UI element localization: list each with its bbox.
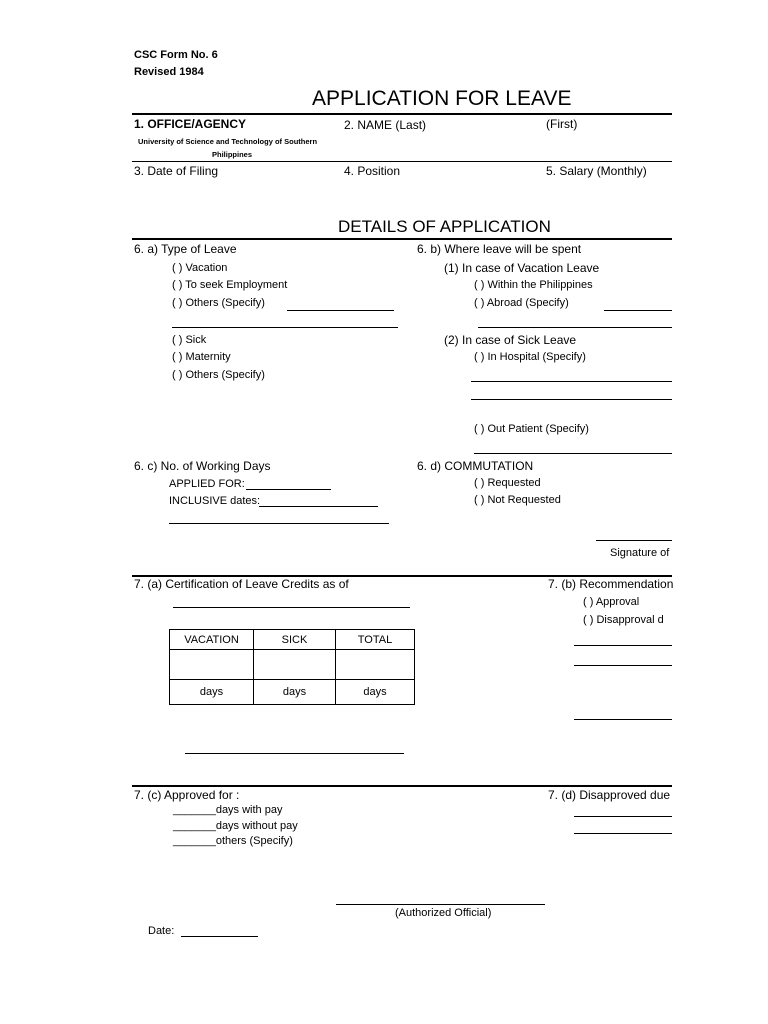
others-specify-line-1b[interactable] [172,327,398,328]
signature-label: Signature of [610,547,670,559]
details-rule [132,238,672,240]
within-philippines-option[interactable]: ( ) Within the Philippines [474,279,593,291]
section7c-rule [132,785,672,787]
leave-credits-table [169,629,415,705]
revised-date: Revised 1984 [134,66,204,78]
hospital-specify-line-2[interactable] [471,399,672,400]
row-divider [132,161,672,162]
sick-value-cell[interactable] [254,650,336,680]
form-title: APPLICATION FOR LEAVE [312,87,572,110]
name-first-label: (First) [546,117,578,131]
vacation-option[interactable]: ( ) Vacation [172,262,228,274]
sick-option[interactable]: ( ) Sick [172,334,207,346]
applied-for-label: APPLIED FOR: [169,478,245,490]
inclusive-dates-line[interactable] [259,506,378,507]
abroad-option[interactable]: ( ) Abroad (Specify) [474,297,569,309]
out-patient-option[interactable]: ( ) Out Patient (Specify) [474,423,589,435]
certification-date-line[interactable] [173,607,410,608]
date-of-filing-label: 3. Date of Filing [134,164,219,178]
disapproved-line-2[interactable] [574,833,672,834]
approved-for-heading: 7. (c) Approved for : [134,788,240,802]
office-agency-label: 1. OFFICE/AGENCY [134,117,247,131]
disapproval-option[interactable]: ( ) Disapproval d [583,614,664,626]
recommendation-line-1[interactable] [574,645,672,646]
out-patient-specify-line[interactable] [474,453,672,454]
name-last-label: 2. NAME (Last) [344,118,427,132]
vacation-unit: days [170,680,254,705]
sick-case-heading: (2) In case of Sick Leave [444,333,577,347]
approval-option[interactable]: ( ) Approval [583,596,640,608]
maternity-option[interactable]: ( ) Maternity [172,351,231,363]
abroad-specify-line-2[interactable] [478,327,672,328]
salary-label: 5. Salary (Monthly) [546,164,647,178]
disapproved-heading: 7. (d) Disapproved due [548,788,671,802]
inclusive-dates-line-2[interactable] [169,523,389,524]
position-label: 4. Position [344,164,401,178]
type-of-leave-heading: 6. a) Type of Leave [134,242,237,256]
total-unit: days [336,680,415,705]
col-vacation: VACATION [170,630,254,650]
total-value-cell[interactable] [336,650,415,680]
applied-for-line[interactable] [246,489,331,490]
inclusive-dates-label: INCLUSIVE dates: [169,495,261,507]
sick-unit: days [254,680,336,705]
date-label: Date: [148,925,175,937]
hospital-specify-line-1[interactable] [471,381,672,382]
signature-line[interactable] [596,540,672,541]
office-value-line2: Philippines [212,150,253,159]
recommendation-signature-line[interactable] [574,719,672,720]
vacation-case-heading: (1) In case of Vacation Leave [444,261,600,275]
recommendation-heading: 7. (b) Recommendation [548,577,674,591]
commutation-heading: 6. d) COMMUTATION [417,459,534,473]
date-line[interactable] [181,936,258,937]
abroad-specify-line[interactable] [604,310,672,311]
office-value-line1: University of Science and Technology of Southern [138,137,318,146]
in-hospital-option[interactable]: ( ) In Hospital (Specify) [474,351,586,363]
days-without-pay[interactable]: _______days without pay [173,820,298,832]
where-spent-heading: 6. b) Where leave will be spent [417,242,582,256]
not-requested-option[interactable]: ( ) Not Requested [474,494,561,506]
requested-option[interactable]: ( ) Requested [474,477,541,489]
authorized-official-label: (Authorized Official) [395,907,492,919]
col-sick: SICK [254,630,336,650]
official-signature-line[interactable] [336,904,545,905]
days-with-pay[interactable]: _______days with pay [173,804,283,816]
col-total: TOTAL [336,630,415,650]
working-days-heading: 6. c) No. of Working Days [134,459,271,473]
others-option-2[interactable]: ( ) Others (Specify) [172,369,265,381]
title-rule [132,113,672,115]
details-title: DETAILS OF APPLICATION [338,217,551,236]
vacation-value-cell[interactable] [170,650,254,680]
seek-employment-option[interactable]: ( ) To seek Employment [172,279,288,291]
form-number: CSC Form No. 6 [134,49,218,61]
certifier-signature-line[interactable] [185,753,404,754]
certification-heading: 7. (a) Certification of Leave Credits as of [134,577,349,591]
recommendation-line-2[interactable] [574,665,672,666]
others-option-1[interactable]: ( ) Others (Specify) [172,297,265,309]
others-specify-line-1[interactable] [287,310,394,311]
others-specify[interactable]: _______others (Specify) [173,835,293,847]
disapproved-line-1[interactable] [574,816,672,817]
